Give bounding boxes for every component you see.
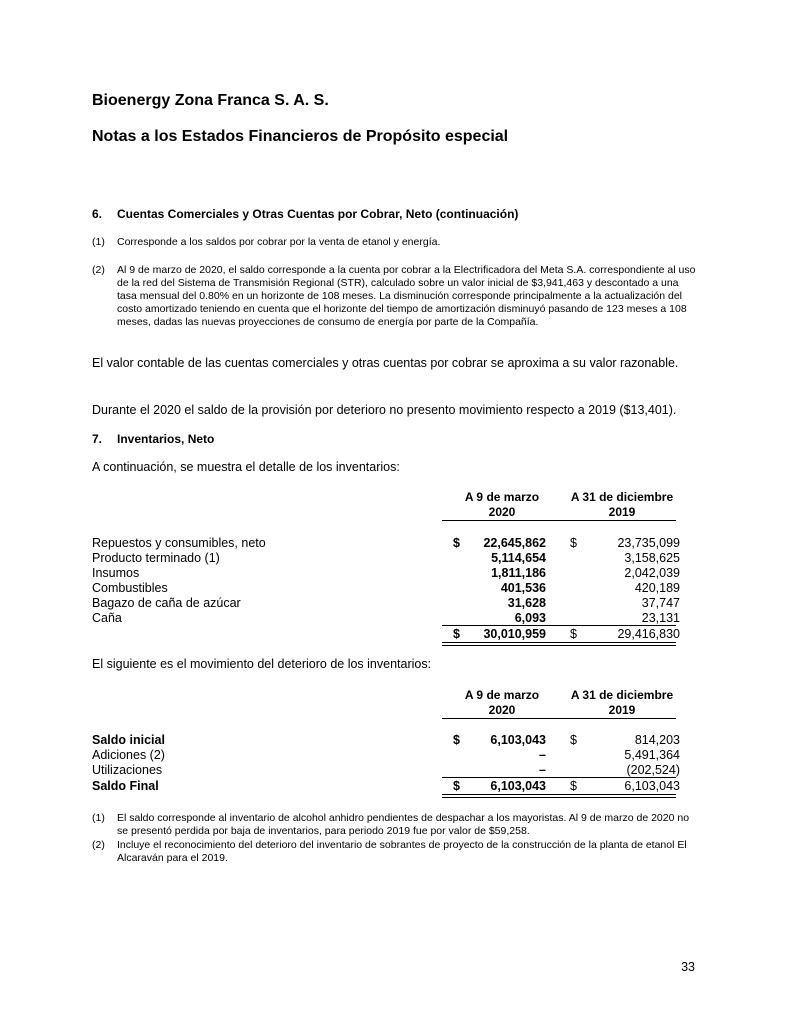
table1-total-rule-2 [442, 645, 676, 646]
inventory-intro: A continuación, se muestra el detalle de los inventarios: [92, 460, 400, 474]
section-6-paragraph-fair-value: El valor contable de las cuentas comerciales y otras cuentas por cobrar se aproxima a su valor razonable. [92, 356, 679, 370]
note-number: (2) [92, 264, 105, 276]
section-6-note-1 [92, 236, 699, 250]
note-text: Incluye el reconocimiento del deterioro del inventario de sobrantes de proyecto de la construcción de la planta de etanol El Alcaraván para el 2019. [117, 839, 687, 864]
inventory-footnote-2 [92, 839, 699, 867]
table2-col-2019-header: A 31 de diciembre 2019 [570, 688, 674, 717]
section-7-number: 7. [92, 432, 103, 446]
note-text: Al 9 de marzo de 2020, el saldo corresponde a la cuenta por cobrar a la Electrificadora del Meta S.A. correspondiente al uso de la red del Sistema de Transmisión Regional (STR), calculado sobre un valor inicial de $3,941,463 y descontado a una tasa mensual del 0.80% en un horizonte de 108 meses. La disminución corresponde principalmente a la actualización del costo amortizado teniendo en cuenta que el horizonte del tiempo de amortización disminuyó pasando de 123 meses a 108 meses, dadas las nuevas proyecciones de consumo de energía por parte de la Compañía. [117, 264, 696, 328]
table-row: Bagazo de caña de azúcar 31,628 37,747 [92, 596, 680, 610]
table2-total-rule-2 [442, 797, 676, 798]
table2-col-2020-header: A 9 de marzo 2020 [464, 688, 540, 717]
table-row: Caña 6,093 23,131 [92, 611, 680, 625]
table1-total-row: $ 30,010,959 $ 29,416,830 [453, 627, 680, 641]
table-row: Combustibles 401,536 420,189 [92, 581, 680, 595]
table2-header-rule [442, 718, 676, 719]
table-row: Utilizaciones – (202,524) [92, 763, 680, 777]
inventory-footnote-1 [92, 812, 699, 840]
section-7-heading [92, 432, 692, 448]
note-text: El saldo corresponde al inventario de alcohol anhidro pendientes de despachar a los mayoristas. Al 9 de marzo de 2020 no se presentó perdida por baja de inventarios, para periodo 2019 fue por valor de $59,258. [117, 812, 690, 837]
section-7-title: Inventarios, Neto [117, 432, 215, 446]
table2-total-rule-1 [442, 794, 676, 795]
table-row: Adiciones (2) – 5,491,364 [92, 748, 680, 762]
table2-subtotal-rule [442, 777, 676, 778]
table-row: Producto terminado (1) 5,114,654 3,158,625 [92, 551, 680, 565]
page-number: 33 [681, 960, 695, 974]
table-row: Saldo inicial $ 6,103,043 $ 814,203 [92, 733, 680, 747]
table1-subtotal-rule [442, 625, 676, 626]
table1-col-2019-header: A 31 de diciembre 2019 [570, 490, 674, 519]
section-6-note-2 [92, 264, 699, 359]
table2-total-row: Saldo Final $ 6,103,043 $ 6,103,043 [92, 779, 680, 793]
section-6-paragraph-provision: Durante el 2020 el saldo de la provisión por deterioro no presento movimiento respecto a 2019 ($13,401). [92, 403, 677, 417]
table1-header-rule [442, 520, 676, 521]
table-row: Repuestos y consumibles, neto $ 22,645,862 $ 23,735,099 [92, 536, 680, 550]
section-6-title: Cuentas Comerciales y Otras Cuentas por Cobrar, Neto (continuación) [117, 207, 519, 221]
section-6-heading [92, 207, 692, 223]
table1-col-2020-header: A 9 de marzo 2020 [464, 490, 540, 519]
note-text: Corresponde a los saldos por cobrar por la venta de etanol y energía. [117, 236, 441, 248]
note-number: (1) [92, 236, 105, 248]
section-6-number: 6. [92, 207, 103, 221]
document-subtitle: Notas a los Estados Financieros de Propósito especial [92, 128, 509, 145]
impairment-intro: El siguiente es el movimiento del deterioro de los inventarios: [92, 657, 432, 671]
note-number: (2) [92, 839, 105, 851]
table-row: Insumos 1,811,186 2,042,039 [92, 566, 680, 580]
table1-total-rule-1 [442, 642, 676, 643]
note-number: (1) [92, 812, 105, 824]
company-name: Bioenergy Zona Franca S. A. S. [92, 92, 329, 109]
